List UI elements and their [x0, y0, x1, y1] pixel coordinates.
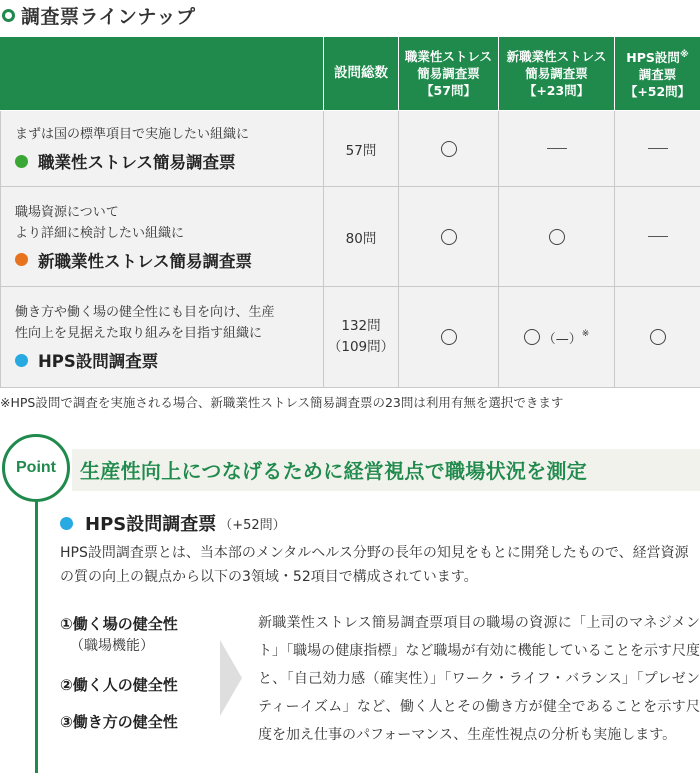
header-blank — [1, 37, 324, 111]
table-row — [1, 187, 700, 287]
domain-item: ①働く場の健全性 — [60, 615, 178, 633]
hps-subtitle: （+52問） — [219, 517, 286, 533]
survey-name: 新職業性ストレス簡易調査票 — [38, 251, 253, 271]
mark-cell — [499, 111, 615, 187]
header-new-stress-survey: 新職業性ストレス 簡易調査票 【+23問】 — [499, 37, 615, 111]
chevron-right-icon — [220, 640, 242, 716]
blue-dot-icon — [15, 354, 28, 367]
blue-dot-icon — [60, 517, 73, 530]
row-description: 職場資源について より詳細に検討したい組織に 新職業性ストレス簡易調査票 — [1, 187, 324, 287]
table-header-row — [1, 37, 700, 111]
dash-mark-icon — [648, 236, 668, 237]
row-description: まずは国の標準項目で実施したい組織に 職業性ストレス簡易調査票 — [1, 111, 324, 187]
page-title: 調査票ラインナップ — [21, 5, 196, 28]
circle-mark-icon — [441, 329, 457, 345]
optional-dash-text: （—） — [542, 331, 582, 347]
question-count-cell: 132問 （109問） — [324, 287, 399, 388]
orange-dot-icon — [15, 253, 28, 266]
mark-cell — [399, 287, 499, 388]
mark-cell — [615, 111, 700, 187]
ring-bullet-icon — [2, 9, 15, 22]
mark-cell: （—）※ — [499, 287, 615, 388]
circle-mark-icon — [524, 329, 540, 345]
circle-mark-icon — [650, 329, 666, 345]
survey-name: 職業性ストレス簡易調査票 — [38, 153, 236, 172]
page-title-area — [0, 0, 196, 30]
mark-cell — [499, 187, 615, 287]
mark-cell — [399, 111, 499, 187]
header-hps-survey: HPS設問※ 調査票 【+52問】 — [615, 37, 700, 111]
survey-lineup-table — [0, 36, 700, 388]
circle-mark-icon — [549, 229, 565, 245]
mark-cell — [615, 287, 700, 388]
row-description: 働き方や働く場の健全性にも目を向け、生産 性向上を見据えた取り組みを目指す組織に HPS設問調査票 — [1, 287, 324, 388]
point-badge — [2, 434, 70, 502]
point-badge-label: Point — [16, 459, 56, 476]
mark-cell — [615, 187, 700, 287]
hps-title: HPS設問調査票 — [85, 514, 217, 535]
header-stress-survey: 職業性ストレス 簡易調査票 【57問】 — [399, 37, 499, 111]
green-dot-icon — [15, 155, 28, 168]
point-vertical-line — [35, 470, 38, 773]
hps-intro: HPS設問調査票とは、当本部のメンタルヘルス分野の長年の知見をもとに開発したもので、経営資源の質の向上の観点から以下の3領域・52項目で構成されています。 — [60, 545, 689, 585]
mark-cell — [399, 187, 499, 287]
circle-mark-icon — [441, 141, 457, 157]
table-row — [1, 111, 700, 187]
survey-name: HPS設問調査票 — [38, 352, 159, 371]
domain-item-sub: （職場機能） — [70, 638, 154, 654]
hps-detail: 新職業性ストレス簡易調査票項目の職場の資源に「上司のマネジメント」「職場の健康指標」など職場が有効に機能していることを示す尺度と、「自己効力感（確実性）」「ワーク・ライフ・バランス」「プレゼンティーイズム」など、働く人とその働き方が健全であることを示す尺度を加え仕事のパフォーマンス、生産性視点の分析も実施します。 — [258, 615, 700, 743]
dash-mark-icon — [648, 148, 668, 149]
domain-item: ②働く人の健全性 — [60, 676, 178, 694]
domain-item: ③働き方の健全性 — [60, 713, 178, 731]
circle-mark-icon — [441, 229, 457, 245]
table-footnote: ※HPS設問で調査を実施される場合、新職業性ストレス簡易調査票の23問は利用有無を選択できます — [0, 395, 564, 410]
question-count-cell: 57問 — [324, 111, 399, 187]
header-question-count: 設問総数 — [324, 37, 399, 111]
hps-title-row — [60, 510, 286, 536]
table-row — [1, 287, 700, 388]
question-count-cell: 80問 — [324, 187, 399, 287]
point-heading: 生産性向上につなげるために経営視点で職場状況を測定 — [80, 459, 588, 483]
dash-mark-icon — [547, 148, 567, 149]
